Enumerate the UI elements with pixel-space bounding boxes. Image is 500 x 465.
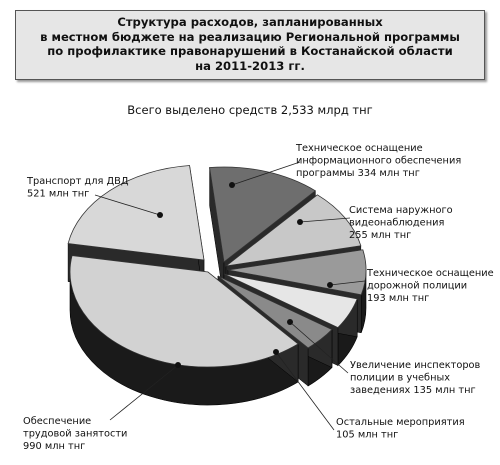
slice-label-line: Остальные мероприятия — [336, 417, 465, 428]
slice-label-line: 105 млн тнг — [336, 429, 399, 441]
leader-dot — [273, 349, 279, 355]
slice-label-line: заведениях 135 млн тнг — [350, 385, 476, 396]
slice-label-5 — [336, 417, 465, 441]
leader-dot — [287, 319, 293, 325]
chart-title: Структура расходов, запланированных в местном бюджете на реализацию Региональной программы по профилактике правонарушений в Костанайской области на 2011-2013 гг. — [40, 15, 460, 73]
slice-label-1 — [295, 143, 461, 179]
slice-label-4 — [350, 360, 481, 396]
slice-label-3 — [366, 268, 494, 304]
slice-label-line: программы 334 млн тнг — [296, 168, 420, 179]
slice-label-line: Техническое оснащение — [367, 268, 494, 279]
slice-label-2 — [349, 205, 453, 241]
slice-label-line: Система наружного — [349, 205, 453, 216]
leader-dot — [175, 362, 181, 368]
slice-label-line: Обеспечение — [23, 416, 92, 427]
slice-label-line: 990 млн тнг — [23, 441, 86, 452]
leader-dot — [229, 182, 235, 188]
leader-dot — [297, 219, 303, 225]
slice-label-line: Транспорт для ДВД — [27, 176, 129, 187]
slice-label-6 — [23, 416, 127, 452]
chart-subtitle: Всего выделено средств 2,533 млрд тнг — [127, 103, 373, 117]
slice-label-line: видеонаблюдения — [349, 217, 445, 229]
slice-label-line: полиции в учебных — [350, 372, 451, 384]
slice-label-line: 521 млн тнг — [27, 188, 90, 200]
leader-dot — [157, 212, 163, 218]
leader-dot — [327, 282, 333, 288]
slice-label-line: дорожной полиции — [367, 280, 468, 292]
slice-label-line: трудовой занятости — [23, 428, 128, 440]
slice-label-line: 193 млн тнг — [367, 293, 430, 304]
slice-label-line: Увеличение инспекторов — [350, 360, 481, 371]
slice-label-line: Техническое оснащение — [296, 143, 423, 154]
slice-label-line: информационного обеспечения — [296, 155, 462, 167]
slice-label-line: 255 млн тнг — [349, 230, 412, 241]
